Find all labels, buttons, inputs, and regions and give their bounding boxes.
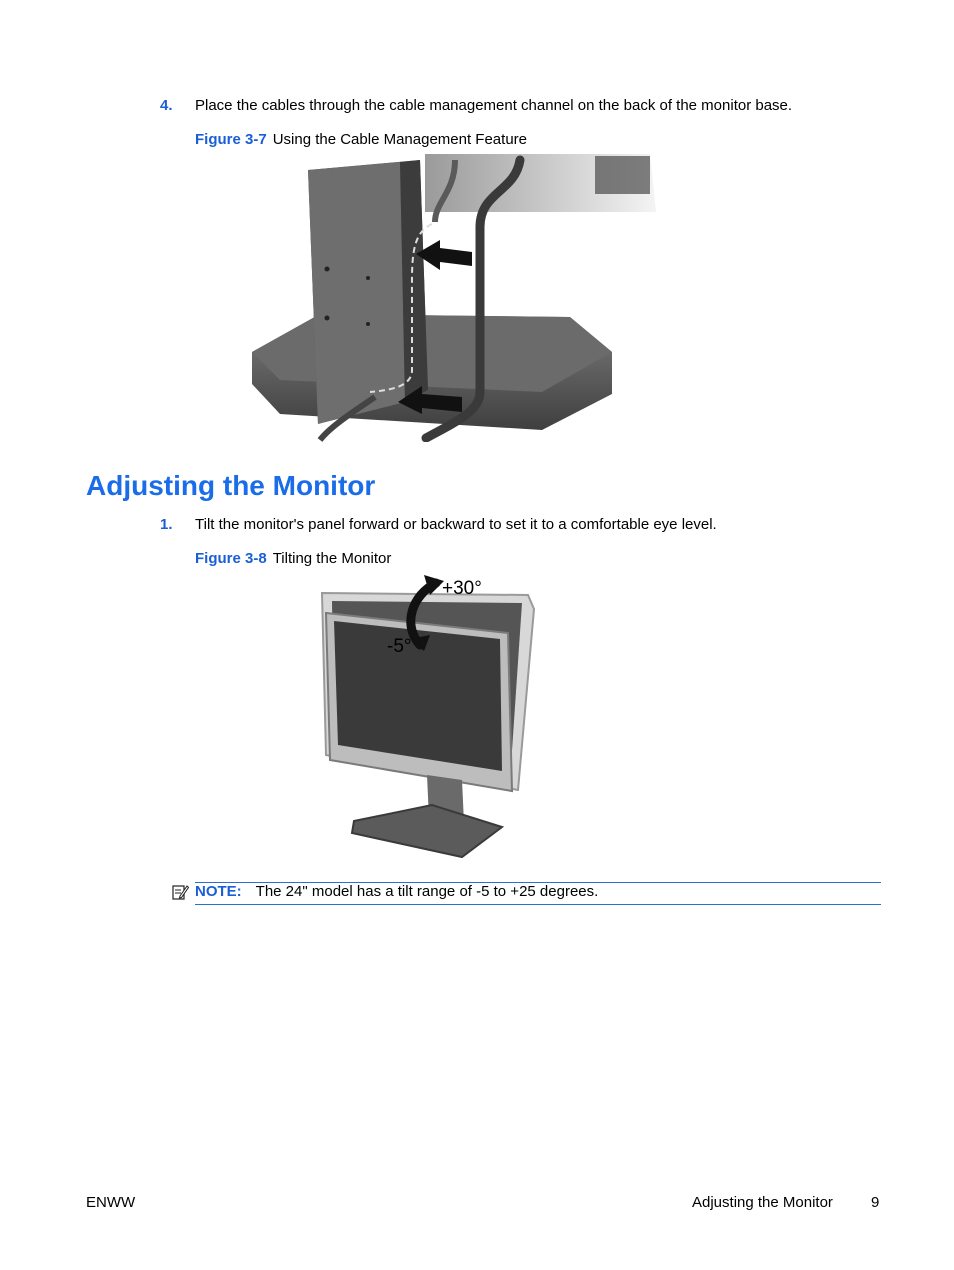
figure-3-7-title: Using the Cable Management Feature xyxy=(272,131,527,148)
note-body xyxy=(195,883,598,901)
tilt-up-label: +30° xyxy=(442,578,482,599)
step-1-number: 1. xyxy=(160,516,173,533)
figure-3-8-label: Figure 3-8 xyxy=(195,550,267,567)
page-number: 9 xyxy=(871,1194,880,1211)
footer-section: Adjusting the Monitor xyxy=(692,1194,833,1211)
tilt-down-label: -5° xyxy=(387,636,412,657)
figure-3-8-image xyxy=(312,575,544,863)
step-4-text: Place the cables through the cable management channel on the back of the monitor base. xyxy=(195,97,793,114)
figure-3-8-title: Tilting the Monitor xyxy=(272,550,392,567)
footer-left: ENWW xyxy=(86,1194,136,1211)
figure-3-7-label: Figure 3-7 xyxy=(195,131,267,148)
note-bottom-rule xyxy=(195,904,881,905)
figure-3-7-image xyxy=(250,152,660,442)
note-text: The 24" model has a tilt range of -5 to +25 degrees. xyxy=(255,883,599,900)
figure-3-8-caption xyxy=(195,550,391,568)
figure-3-7-caption xyxy=(195,131,527,149)
note-label: NOTE: xyxy=(195,883,242,900)
section-heading: Adjusting the Monitor xyxy=(86,470,376,501)
step-4-number: 4. xyxy=(160,97,173,114)
note-icon xyxy=(171,883,189,901)
step-1-text: Tilt the monitor's panel forward or backward to set it to a comfortable eye level. xyxy=(195,516,717,533)
